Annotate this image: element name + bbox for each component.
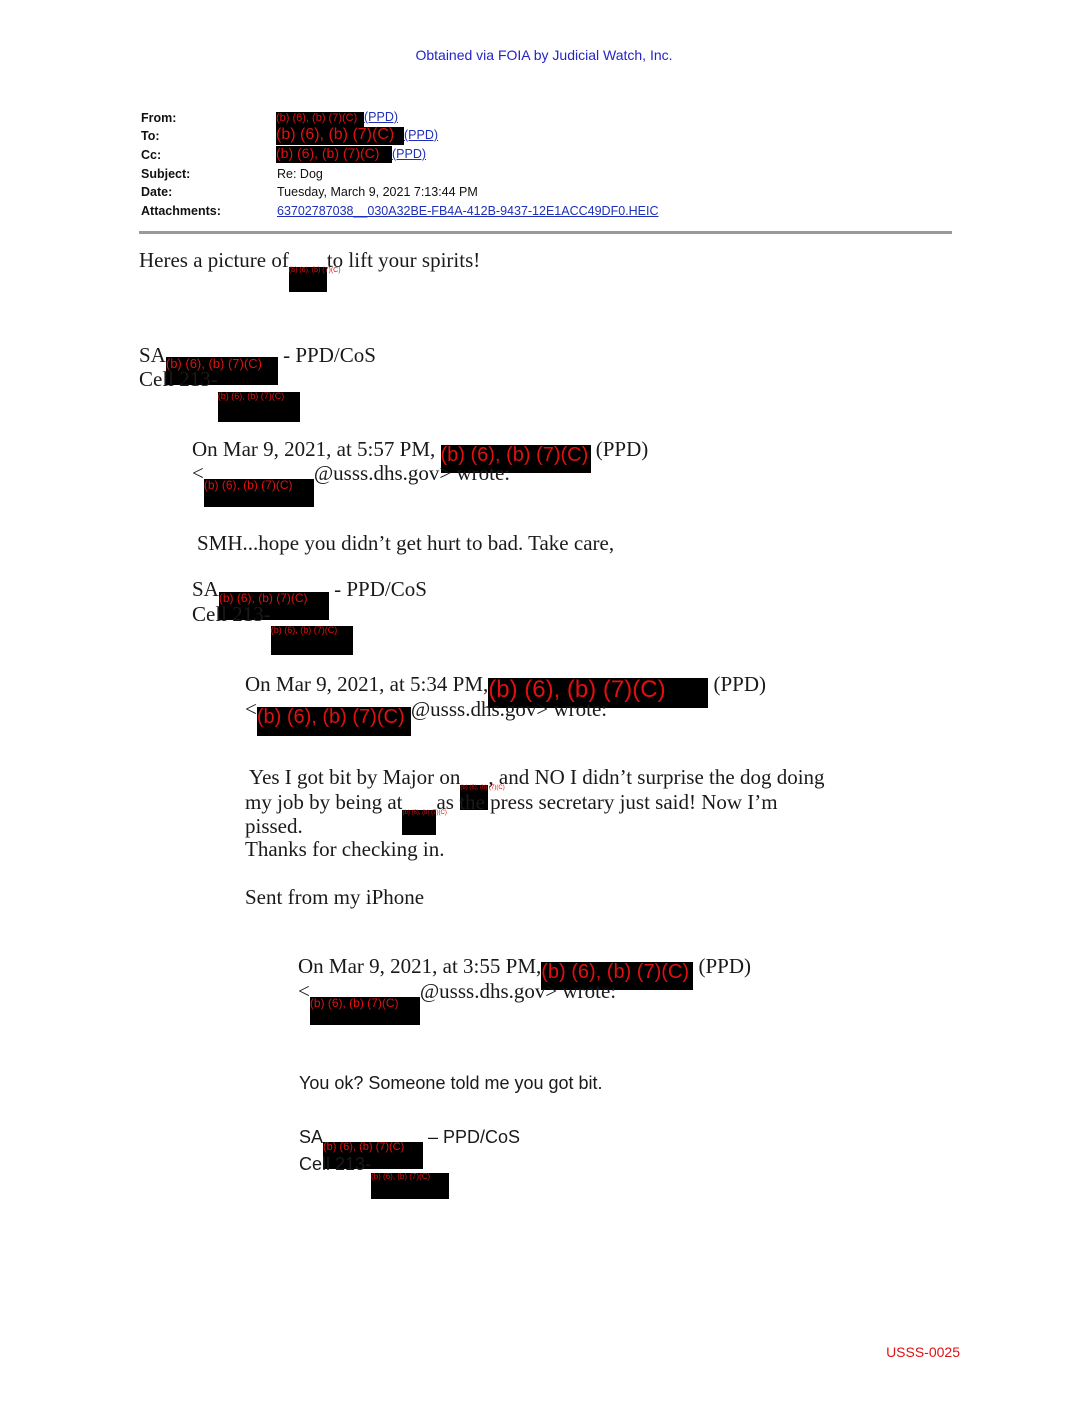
redaction-box: (b) (6), (b) (7)(C) — [541, 962, 693, 990]
attachment-link[interactable]: 63702787038__030A32BE-FB4A-412B-9437-12E1ACC49DF0.HEIC — [277, 204, 659, 218]
msg1-body — [139, 248, 480, 292]
quote3-email — [298, 979, 616, 1025]
email-tail: @usss.dhs.gov> wrote: — [313, 461, 511, 485]
redaction-box: (b) (6), (b) (7)(C) — [460, 785, 488, 810]
quote2-body-line4: Thanks for checking in. — [245, 837, 445, 861]
subject-value: Re: Dog — [277, 167, 323, 181]
email-tail: @usss.dhs.gov> wrote: — [419, 979, 617, 1003]
quote1-cell-line — [192, 602, 353, 655]
redaction-box: (b) (6), (b) (7)(C) — [310, 997, 420, 1025]
redaction-box: (b) (6), (b) (7)(C) — [204, 479, 314, 507]
sig-unit: - PPD/CoS — [328, 577, 427, 601]
date-value: Tuesday, March 9, 2021 7:13:44 PM — [277, 185, 478, 199]
sig-unit: – PPD/CoS — [423, 1127, 521, 1147]
header-divider — [139, 231, 952, 234]
quote-date: On Mar 9, 2021, at 3:55 PM, — [298, 954, 542, 978]
email-bracket: < — [245, 697, 257, 721]
body-text: my job by being at — [245, 790, 403, 814]
date-label: Date: — [141, 185, 173, 199]
redaction-box: (b) (6), (b) (7)(C) — [488, 678, 708, 708]
from-label: From: — [141, 111, 177, 125]
quote2-body-line3: pissed. — [245, 814, 303, 838]
email-bracket: < — [298, 979, 310, 1003]
attachments-label: Attachments: — [141, 204, 221, 218]
foia-banner: Obtained via FOIA by Judicial Watch, Inc. — [415, 47, 673, 63]
quote1-body: SMH...hope you didn’t get hurt to bad. Take care, — [197, 531, 615, 555]
cc-value[interactable] — [276, 146, 426, 163]
quote-date: On Mar 9, 2021, at 5:34 PM, — [245, 672, 489, 696]
quote-date: On Mar 9, 2021, at 5:57 PM, — [192, 437, 436, 461]
body-text: , and NO I didn’t surprise the dog doing — [488, 765, 825, 789]
redaction-box: (b) (6), (b) (7)(C) — [276, 112, 364, 128]
sig-title: SA — [299, 1127, 324, 1147]
body-text: as the press secretary just said! Now I’m — [436, 790, 778, 814]
msg1-cell-line — [139, 367, 300, 422]
redaction-box: (b) (6), (b) (7)(C) — [276, 146, 392, 163]
redaction-box: (b) (6), (b) (7)(C) — [166, 357, 278, 385]
to-value[interactable] — [276, 127, 438, 145]
sig-cell: Cell 213- — [192, 602, 271, 626]
sig-title: SA — [192, 577, 219, 601]
sig-cell: Cell 213- — [139, 367, 218, 391]
redaction-box: (b) (6), (b) (7)(C) — [218, 392, 300, 422]
redaction-box: (b) (6), (b) (7)(C) — [276, 127, 404, 145]
to-label: To: — [141, 129, 160, 143]
quote3-cell-line — [299, 1154, 449, 1199]
redaction-box: (b) (6), (b) (7)(C) — [271, 626, 353, 655]
from-ppd-link[interactable]: (PPD) — [364, 110, 399, 124]
sig-title: SA — [139, 343, 166, 367]
cc-label: Cc: — [141, 148, 162, 162]
cc-ppd-link[interactable]: (PPD) — [392, 147, 427, 161]
quote2-email — [245, 697, 607, 736]
quote-ppd: (PPD) — [698, 954, 752, 978]
redaction-box: (b) (6), (b) (7)(C) — [219, 592, 329, 620]
quote-ppd: (PPD) — [595, 437, 649, 461]
to-ppd-link[interactable]: (PPD) — [404, 128, 439, 142]
redaction-box: (b) (6), (b) (7)(C) — [402, 810, 436, 835]
sig-unit: - PPD/CoS — [277, 343, 376, 367]
redaction-box: (b) (6), (b) (7)(C) — [441, 445, 591, 473]
redaction-box: (b) (6), (b) (7)(C) — [323, 1142, 423, 1169]
quote-ppd: (PPD) — [713, 672, 767, 696]
email-bracket: < — [192, 461, 204, 485]
msg1-text: to lift your spirits! — [326, 248, 481, 272]
subject-label: Subject: — [141, 167, 191, 181]
quote2-sent-from: Sent from my iPhone — [245, 885, 425, 909]
quote2-body-line2 — [245, 790, 778, 835]
msg1-text: Heres a picture of — [139, 248, 289, 272]
quote3-body: You ok? Someone told me you got bit. — [299, 1073, 603, 1093]
redaction-box: (b) (6), (b) (7)(C) — [289, 267, 327, 292]
redaction-box: (b) (6), (b) (7)(C) — [257, 707, 411, 736]
email-tail: @usss.dhs.gov> wrote: — [410, 697, 608, 721]
quote1-email — [192, 461, 510, 507]
redaction-box: (b) (6), (b) (7)(C) — [371, 1173, 449, 1199]
body-text: Yes I got bit by Major on — [249, 765, 461, 789]
bates-number: USSS-0025 — [886, 1344, 960, 1360]
sig-cell: Cell 213- — [299, 1154, 372, 1174]
